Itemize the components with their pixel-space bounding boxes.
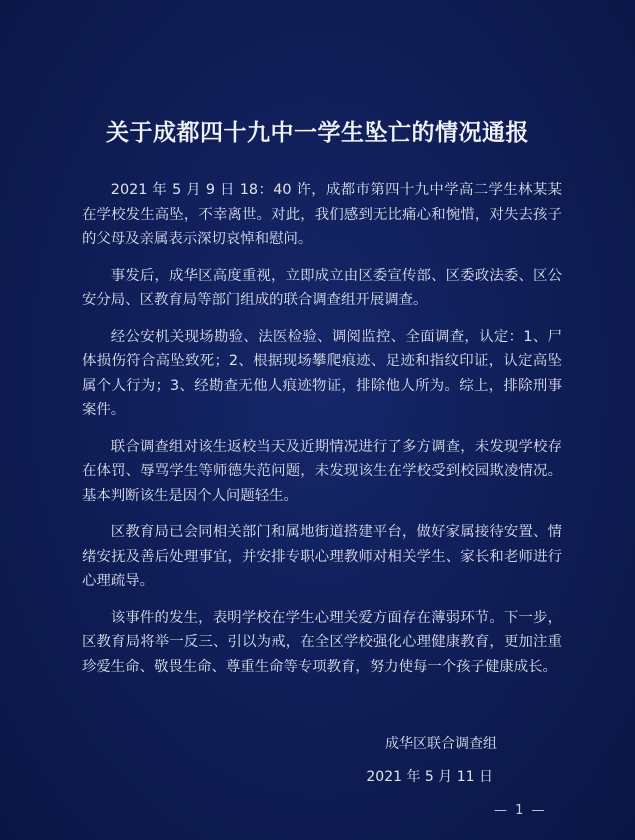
document-title: 关于成都四十九中一学生坠亡的情况通报 [106,119,529,146]
document-body [82,178,562,691]
page-number: — 1 — [494,803,547,818]
paragraph-6: 该事件的发生，表明学校在学生心理关爱方面存在薄弱环节。下一步，区教育局将举一反三、引以为戒，在全区学校强化心理健康教育，更加注重珍爱生命、敬畏生命、尊重生命等专项教育，努力使每一个孩子健康成长。 [82,609,562,675]
paragraph-1: 2021 年 5 月 9 日 18：40 许，成都市第四十九中学高二学生林某某在学校发生高坠，不幸离世。对此，我们感到无比痛心和惋惜，对失去孩子的父母及亲属表示深切哀悼和慰问。 [82,182,562,247]
paragraph-3: 经公安机关现场勘验、法医检验、调阅监控、全面调查，认定：1、尸体损伤符合高坠致死；2、根据现场攀爬痕迹、足迹和指纹印证，认定高坠属个人行为；3、经勘查无他人痕迹物证，排除他人所为。综上，排除刑事案件。 [82,328,562,418]
signature-organization: 成华区联合调查组 [385,736,497,752]
signature-date: 2021 年 5 月 11 日 [366,769,493,785]
paragraph-2: 事发后，成华区高度重视，立即成立由区委宣传部、区委政法委、区公安分局、区教育局等部门组成的联合调查组开展调查。 [82,267,562,308]
paragraph-5: 区教育局已会同相关部门和属地街道搭建平台，做好家属接待安置、情绪安抚及善后处理事宜，并安排专职心理教师对相关学生、家长和老师进行心理疏导。 [82,524,562,589]
paragraph-4: 联合调查组对该生返校当天及近期情况进行了多方调查，未发现学校存在体罚、辱骂学生等师德失范问题，未发现该生在学校受到校园欺凌情况。基本判断该生是因个人问题轻生。 [82,438,562,504]
